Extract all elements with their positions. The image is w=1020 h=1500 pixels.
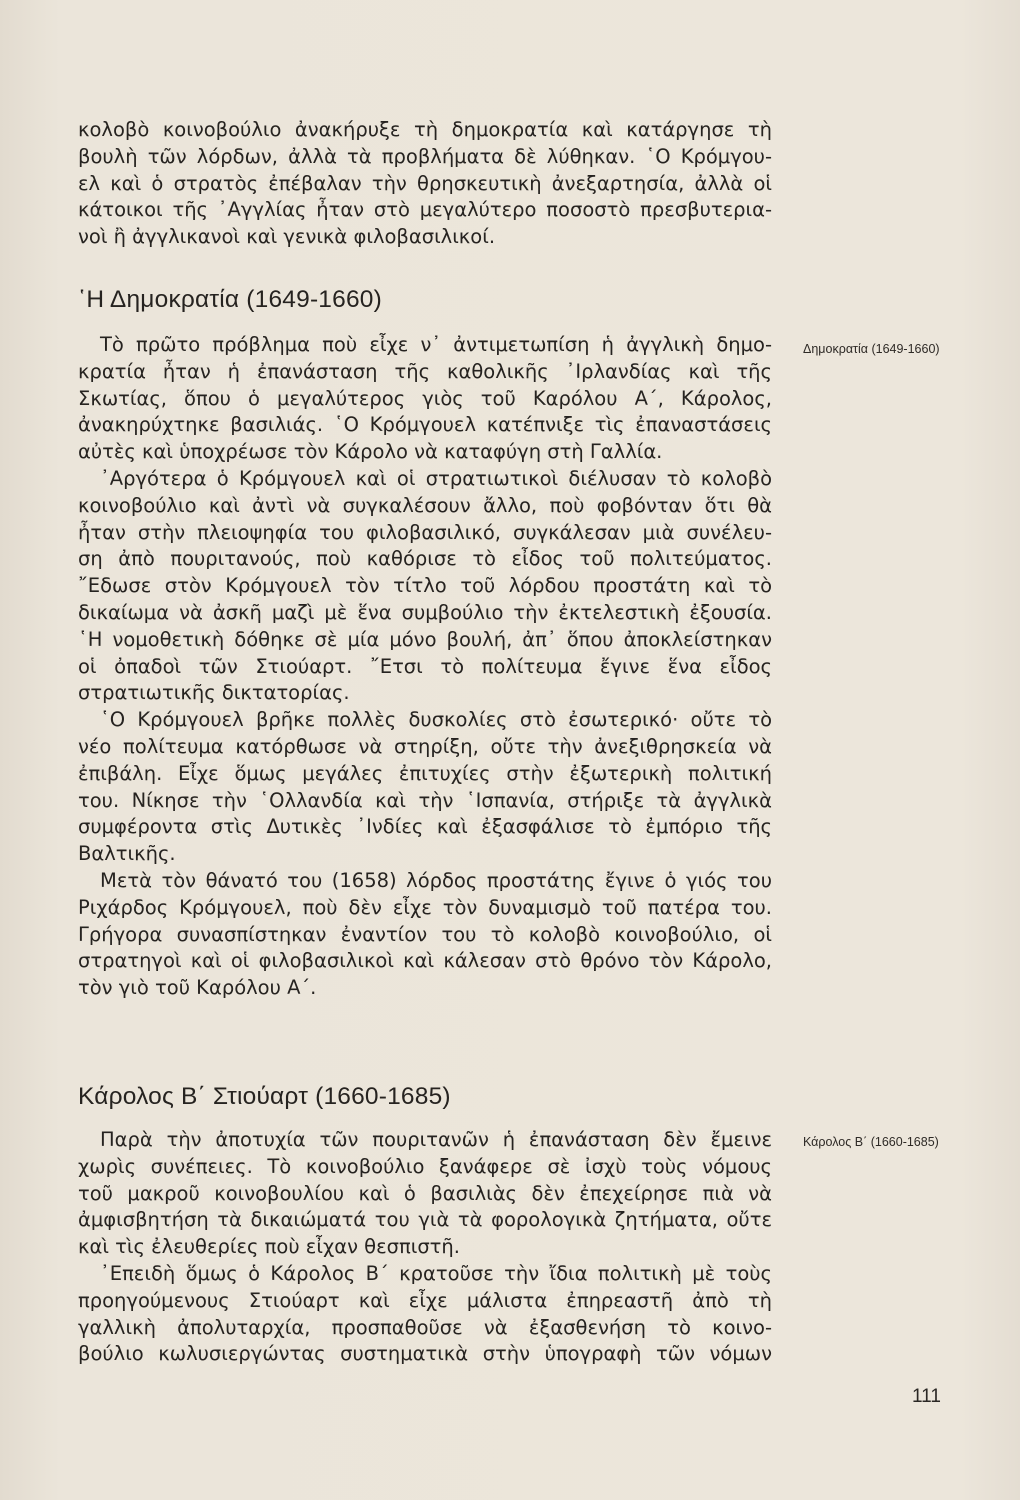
text-line: βούλιο κωλυσιεργώντας συστηματικὰ στὴν ὑπογραφὴ τῶν νόμων xyxy=(78,1342,772,1366)
text-line: Γρήγορα συνασπίστηκαν ἐναντίον του τὸ κολοβὸ κοινοβούλιο, οἱ xyxy=(78,922,772,946)
text-line: ῾Η νομοθετικὴ δόθηκε σὲ μία μόνο βουλή, ἀπ᾿ ὅπου ἀποκλείστηκαν xyxy=(78,627,772,651)
text-line: ση ἀπὸ πουριτανούς, ποὺ καθόρισε τὸ εἶδος τοῦ πολιτεύματος. xyxy=(78,547,772,571)
text-line: ῎Εδωσε στὸν Κρόμγουελ τὸν τίτλο τοῦ λόρδου προστάτη καὶ τὸ xyxy=(78,574,772,598)
text-line: Παρὰ τὴν ἀποτυχία τῶν πουριτανῶν ἡ ἐπανάσταση δὲν ἔμεινε xyxy=(100,1128,772,1151)
text-line: Μετὰ τὸν θάνατό του (1658) λόρδος προστάτης ἔγινε ὁ γιός του xyxy=(100,868,772,892)
text-line: αὐτὲς καὶ ὑποχρέωσε τὸν Κάρολο νὰ καταφύγη στὴ Γαλλία. xyxy=(78,440,663,464)
section-heading-charles-ii: Κάρολος Β΄ Στιούαρτ (1660-1685) xyxy=(78,1083,451,1110)
text-line: στρατιωτικῆς δικτατορίας. xyxy=(78,681,350,705)
text-line: γαλλικὴ ἀπολυταρχία, προσπαθοῦσε νὰ ἐξασθενήση τὸ κοινο- xyxy=(78,1315,772,1339)
text-line: ἦταν στὴν πλειοψηφία του φιλοβασιλικό, συγκάλεσαν μιὰ συνέλευ- xyxy=(78,520,772,544)
democracy-paragraph-1 xyxy=(78,332,772,1002)
text-line: στρατηγοὶ καὶ οἱ φιλοβασιλικοὶ καὶ κάλεσαν στὸ θρόνο τὸν Κάρολο, xyxy=(78,949,772,973)
text-line: νέο πολίτευμα κατόρθωσε νὰ στηρίξη, οὔτε τὴν ἀνεξιθρησκεία νὰ xyxy=(78,734,772,758)
text-line: κρατία ἦταν ἡ ἐπανάσταση τῆς καθολικῆς ᾿Ιρλανδίας καὶ τῆς xyxy=(78,359,772,383)
text-line: κάτοικοι τῆς ᾿Αγγλίας ἦταν στὸ μεγαλύτερο ποσοστὸ πρεσβυτερια- xyxy=(78,198,772,222)
margin-note-charles-ii: Κάρολος Β΄ (1660-1685) xyxy=(803,1135,939,1149)
section-charles-ii xyxy=(78,1082,772,1112)
text-line: συμφέροντα στὶς Δυτικὲς ᾿Ινδίες καὶ ἐξασφάλισε τὸ ἐμπόριο τῆς xyxy=(78,815,772,839)
text-line: ἀμφισβητήση τὰ δικαιώματά του γιὰ τὰ φορολογικὰ ζητήματα, οὔτε xyxy=(78,1208,772,1232)
text-line: κολοβὸ κοινοβούλιο ἀνακήρυξε τὴ δημοκρατία καὶ κατάργησε τὴ xyxy=(78,118,772,141)
text-line: νοὶ ἢ ἀγγλικανοὶ καὶ γενικὰ φιλοβασιλικοί. xyxy=(78,225,496,249)
text-line: τοῦ μακροῦ κοινοβουλίου καὶ ὁ βασιλιὰς δὲν ἐπεχείρησε πιὰ νὰ xyxy=(78,1181,772,1205)
text-line: Ριχάρδος Κρόμγουελ, ποὺ δὲν εἶχε τὸν δυναμισμὸ τοῦ πατέρα του. xyxy=(78,895,772,919)
text-line: καὶ τὶς ἐλευθερίες ποὺ εἶχαν θεσπιστῆ. xyxy=(78,1235,460,1259)
paragraph xyxy=(78,332,772,1002)
text-line: δικαίωμα νὰ ἀσκῆ μαζὶ μὲ ἕνα συμβούλιο τὴν ἐκτελεστικὴ ἐξουσία. xyxy=(78,600,772,624)
text-line: Τὸ πρῶτο πρόβλημα ποὺ εἶχε ν᾿ ἀντιμετωπίση ἡ ἀγγλικὴ δημο- xyxy=(100,333,772,356)
text-line: ῾Ο Κρόμγουελ βρῆκε πολλὲς δυσκολίες στὸ ἐσωτερικό· οὔτε τὸ xyxy=(100,708,772,732)
text-line: βουλὴ τῶν λόρδων, ἀλλὰ τὰ προβλήματα δὲ λύθηκαν. ῾Ο Κρόμγου- xyxy=(78,144,772,168)
text-line: του. Νίκησε τὴν ῾Ολλανδία καὶ τὴν ῾Ισπανία, στήριξε τὰ ἀγγλικὰ xyxy=(78,788,772,812)
text-line: κοινοβούλιο καὶ ἀντὶ νὰ συγκαλέσουν ἄλλο, ποὺ φοβόνταν ὅτι θὰ xyxy=(78,493,772,517)
text-line: οἱ ὀπαδοὶ τῶν Στιούαρτ. ῎Ετσι τὸ πολίτευμα ἔγινε ἕνα εἶδος xyxy=(78,654,772,678)
text-line: Σκωτίας, ὅπου ὁ μεγαλύτερος γιὸς τοῦ Καρόλου Α΄, Κάρολος, xyxy=(78,386,772,410)
page-number: 111 xyxy=(912,1386,941,1407)
text-line: τὸν γιὸ τοῦ Καρόλου Α΄. xyxy=(78,976,317,1000)
text-line: ἐπιβάλη. Εἶχε ὅμως μεγάλες ἐπιτυχίες στὴν ἐξωτερικὴ πολιτική xyxy=(78,761,772,785)
text-line: προηγούμενους Στιούαρτ καὶ εἶχε μάλιστα ἐπηρεαστῆ ἀπὸ τὴ xyxy=(78,1288,772,1312)
charles-ii-body xyxy=(78,1127,772,1368)
text-line: Βαλτικῆς. xyxy=(78,842,176,866)
intro-paragraph xyxy=(78,117,772,251)
text-line: ἀνακηρύχτηκε βασιλιάς. ῾Ο Κρόμγουελ κατέπνιξε τὶς ἐπαναστάσεις xyxy=(78,413,772,437)
text-line: ελ καὶ ὁ στρατὸς ἐπέβαλαν τὴν θρησκευτικὴ ἀνεξαρτησία, ἀλλὰ οἱ xyxy=(78,171,772,195)
section-democracy xyxy=(78,285,772,315)
text-line: ᾿Επειδὴ ὅμως ὁ Κάρολος Β΄ κρατοῦσε τὴν ἴδια πολιτικὴ μὲ τοὺς xyxy=(100,1261,772,1285)
margin-note-democracy: Δημοκρατία (1649-1660) xyxy=(803,342,940,356)
section-heading-democracy: ῾Η Δημοκρατία (1649-1660) xyxy=(78,286,382,313)
paragraph xyxy=(78,1127,772,1368)
text-line: χωρὶς συνέπειες. Τὸ κοινοβούλιο ξανάφερε σὲ ἰσχὺ τοὺς νόμους xyxy=(78,1154,772,1178)
paragraph-intro xyxy=(78,117,772,251)
text-line: ᾿Αργότερα ὁ Κρόμγουελ καὶ οἱ στρατιωτικοὶ διέλυσαν τὸ κολοβὸ xyxy=(100,466,772,490)
